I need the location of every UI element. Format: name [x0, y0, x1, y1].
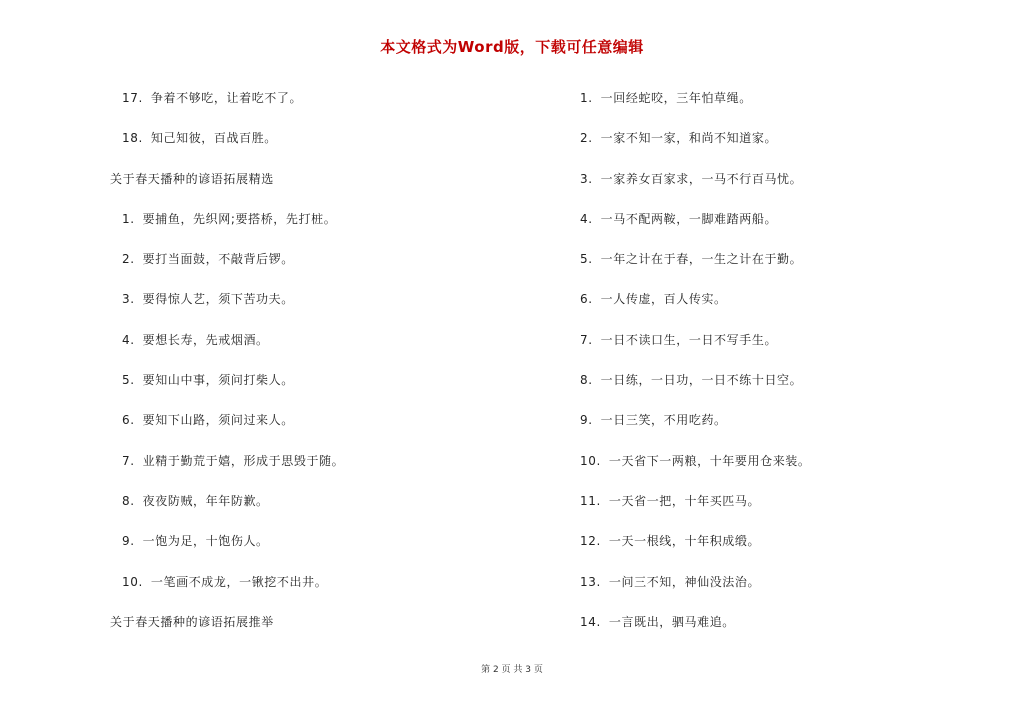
right-proverb-item [580, 441, 1000, 481]
page-number-footer: 第 2 页 共 3 页 [481, 665, 543, 675]
proverb-text: 要知山中事，须问打柴人。 [142, 373, 294, 388]
proverb-text: 业精于勤荒于嬉，形成于思毁于随。 [142, 453, 345, 468]
proverb-text: 一饱为足，十饱伤人。 [142, 534, 269, 549]
document-header-title: 本文格式为Word版，下载可任意编辑 [380, 38, 644, 56]
left-proverb-item [110, 521, 550, 561]
right-proverb-item [580, 562, 1000, 602]
right-proverb-item [580, 521, 1000, 561]
right-proverb-item [580, 118, 1000, 158]
proverb-text: 一笔画不成龙，一锹挖不出井。 [150, 574, 328, 589]
proverb-number: 11. [580, 493, 601, 508]
right-proverb-item [580, 199, 1000, 239]
left-proverb-item [110, 481, 550, 521]
proverb-text: 一日三笑，不用吃药。 [600, 413, 727, 428]
proverb-number: 4. [122, 332, 135, 347]
left-proverb-item [110, 78, 550, 118]
left-proverb-item [110, 562, 550, 602]
proverb-text: 争着不够吃，让着吃不了。 [150, 91, 303, 105]
right-proverb-item [580, 78, 1000, 118]
section-heading: 关于春天播种的谚语拓展推举 [110, 614, 274, 629]
right-proverb-item [580, 602, 1000, 642]
right-proverb-item [580, 239, 1000, 279]
proverb-number: 13. [580, 574, 601, 589]
left-proverb-item [110, 360, 550, 400]
left-proverb-item [110, 118, 550, 158]
proverb-number: 10. [122, 574, 143, 589]
left-proverb-item [110, 279, 550, 319]
proverb-text: 要捕鱼，先织网;要搭桥，先打桩。 [142, 211, 337, 226]
proverb-number: 3. [122, 292, 135, 307]
left-proverb-item [110, 199, 550, 239]
right-column [580, 78, 1000, 642]
proverb-text: 一家不知一家，和尚不知道家。 [600, 131, 778, 146]
proverb-number: 2. [122, 252, 135, 267]
proverb-text: 一天一根线，十年积成缎。 [608, 534, 761, 549]
right-proverb-item [580, 159, 1000, 199]
left-proverb-item [110, 239, 550, 279]
proverb-text: 一回经蛇咬，三年怕草绳。 [600, 91, 752, 105]
proverb-text: 要打当面鼓，不敲背后锣。 [142, 252, 294, 267]
proverb-number: 8. [122, 493, 135, 508]
proverb-number: 17. [122, 91, 143, 105]
proverb-text: 一言既出，驷马难追。 [608, 614, 735, 629]
proverb-number: 9. [122, 534, 135, 549]
proverb-text: 一日练，一日功，一日不练十日空。 [600, 373, 803, 388]
proverb-number: 6. [122, 413, 135, 428]
proverb-number: 4. [580, 211, 593, 226]
right-proverb-item [580, 481, 1000, 521]
proverb-text: 一马不配两鞍，一脚难踏两船。 [600, 211, 778, 226]
proverb-text: 一天省一把，十年买匹马。 [608, 493, 761, 508]
right-proverb-item [580, 279, 1000, 319]
proverb-number: 1. [580, 91, 593, 105]
right-proverb-item [580, 400, 1000, 440]
proverb-text: 一家养女百家求，一马不行百马忧。 [600, 171, 803, 186]
proverb-text: 一人传虚，百人传实。 [600, 292, 727, 307]
left-column [110, 78, 550, 642]
proverb-text: 要得惊人艺，须下苦功夫。 [142, 292, 294, 307]
proverb-number: 3. [580, 171, 593, 186]
right-proverb-item [580, 320, 1000, 360]
proverb-number: 2. [580, 131, 593, 146]
proverb-number: 1. [122, 211, 135, 226]
proverb-number: 9. [580, 413, 593, 428]
proverb-text: 一天省下一两粮，十年要用仓来装。 [608, 453, 811, 468]
proverb-number: 18. [122, 131, 143, 146]
proverb-text: 一日不读口生，一日不写手生。 [600, 332, 778, 347]
proverb-number: 5. [122, 373, 135, 388]
proverb-text: 要想长寿，先戒烟酒。 [142, 332, 269, 347]
proverb-number: 12. [580, 534, 601, 549]
left-proverb-item [110, 400, 550, 440]
proverb-text: 知己知彼，百战百胜。 [150, 131, 277, 146]
left-proverb-item [110, 320, 550, 360]
section-heading: 关于春天播种的谚语拓展精选 [110, 171, 274, 186]
proverb-number: 5. [580, 252, 593, 267]
proverb-number: 10. [580, 453, 601, 468]
proverb-number: 7. [580, 332, 593, 347]
proverb-text: 夜夜防贼，年年防歉。 [142, 493, 269, 508]
left-proverb-item [110, 441, 550, 481]
right-proverb-item [580, 360, 1000, 400]
proverb-text: 一问三不知，神仙没法治。 [608, 574, 761, 589]
proverb-text: 要知下山路，须问过来人。 [142, 413, 294, 428]
proverb-text: 一年之计在于春，一生之计在于勤。 [600, 252, 803, 267]
proverb-number: 7. [122, 453, 135, 468]
proverb-number: 8. [580, 373, 593, 388]
proverb-number: 14. [580, 614, 601, 629]
proverb-number: 6. [580, 292, 593, 307]
